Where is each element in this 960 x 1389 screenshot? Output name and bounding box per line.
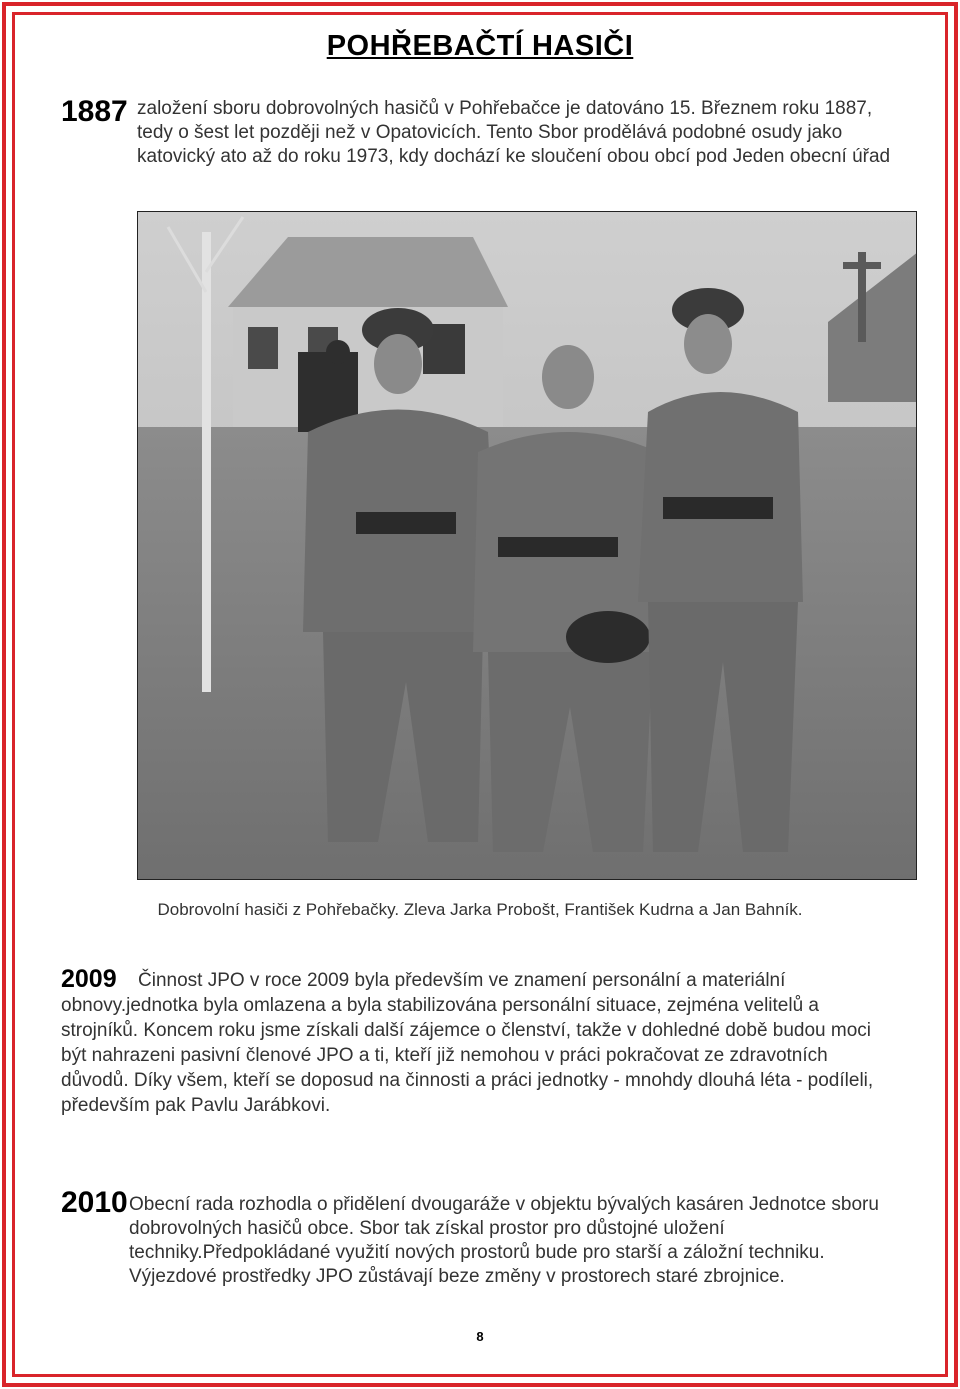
- page-title: POHŘEBAČTÍ HASIČI: [326, 30, 634, 62]
- page-number: 8: [476, 1329, 484, 1344]
- entry-year: 2010: [61, 1186, 128, 1219]
- firefighters-photo: [137, 211, 917, 880]
- entry-2010: [61, 1186, 901, 1316]
- entry-text: Činnost JPO v roce 2009 byla především ve znamení personální a materiální obnovy.jednotka byla omlazena a byla stabilizována personální situace, zejména velitelů a strojníků. Koncem roku jsme získali další zájemce o členství, takže v dohledné době budou moci být nahrazeni pasivní členové JPO a ti, kteří již nemohou v práci pokračovat ze zdravotních důvodů. Díky všem, kteří se doposud na činnosti a práci jednotky - mnohdy dlouhá léta - podíleli, především pak Pavlu Jarábkovi.: [61, 970, 874, 1116]
- photo-caption: Dobrovolní hasiči z Pohřebačky. Zleva Jarka Probošt, František Kudrna a Jan Bahník.: [157, 900, 803, 919]
- entry-text: Obecní rada rozhodla o přidělení dvougaráže v objektu bývalých kasáren Jednotce sboru dobrovolných hasičů obce. Sbor tak získal prostor pro důstojné uložení techniky.Předpokládané využití nových prostorů bude pro starší a záložní techniku. Výjezdové prostředky JPO zůstávají beze změny v prostorech staré zbrojnice.: [129, 1194, 879, 1287]
- entry-year: 1887: [61, 95, 128, 128]
- entry-year: 2009: [61, 965, 117, 993]
- entry-1887: [61, 95, 901, 205]
- entry-2009: [61, 965, 901, 1155]
- entry-text: založení sboru dobrovolných hasičů v Pohřebačce je datováno 15. Březnem roku 1887, tedy o šest let později než v Opatovicích. Tento Sbor prodělává podobné osudy jako katovický ato až do roku 1973, kdy dochází ke sloučení obou obcí pod Jeden obecní úřad: [137, 98, 891, 167]
